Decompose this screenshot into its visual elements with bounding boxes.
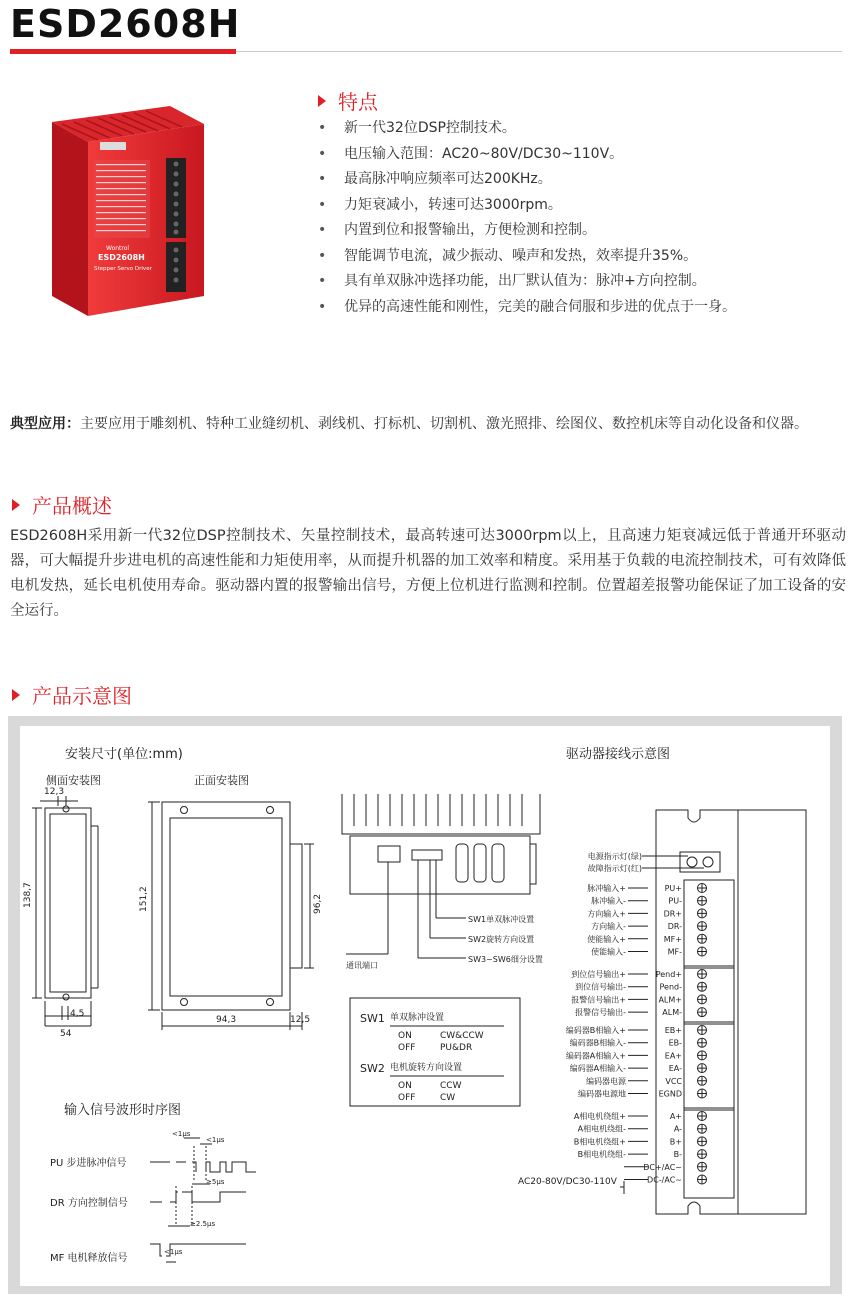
terminal-screw-cross: [698, 1077, 706, 1085]
terminal-pin-label: A-: [673, 1124, 682, 1134]
terminal-screw-cross: [698, 983, 706, 991]
terminal-screw-cross: [698, 1163, 706, 1171]
terminal-desc: 编码器B相输入+: [565, 1026, 626, 1035]
side-view-drawing: [32, 796, 98, 1026]
typical-application-label: 典型应用：: [10, 416, 80, 432]
terminal-screw-cross: [698, 1176, 706, 1184]
terminal-pin-label: DR-: [667, 922, 682, 932]
sw2-callout: SW2旋转方向设置: [468, 935, 535, 944]
terminal-desc: 编码器电源: [586, 1076, 626, 1086]
terminal-screw-cross: [698, 1026, 706, 1034]
terminal-desc: 方向输入+: [587, 909, 626, 919]
timing-dr: DR 方向控制信号: [50, 1198, 128, 1209]
svg-text:<1μs: <1μs: [206, 1136, 225, 1144]
svg-text:≥2.5μs: ≥2.5μs: [190, 1220, 216, 1228]
terminal-desc: 编码器电源地: [578, 1089, 626, 1099]
svg-text:12,3: 12,3: [44, 787, 65, 797]
led-fault-label: 故障指示灯(红): [587, 864, 642, 873]
section-arrow-icon: [12, 499, 20, 511]
terminal-pin-label: DC-/AC~: [647, 1175, 682, 1185]
terminal-desc: 报警信号输出-: [575, 1008, 626, 1018]
terminal-pin-label: B+: [669, 1137, 682, 1147]
timing-pu: PU 步进脉冲信号: [50, 1158, 127, 1169]
feature-item: • 力矩衰减小，转速可达3000rpm。: [318, 196, 562, 213]
terminal-pin-label: DR+: [663, 909, 682, 919]
svg-text:CW&CCW: CW&CCW: [440, 1031, 484, 1041]
terminal-screw-cross: [698, 1051, 706, 1059]
terminal-desc: A相电机绕组+: [573, 1112, 626, 1121]
feature-item: • 内置到位和报警输出，方便检测和控制。: [318, 222, 596, 238]
header-accent-bar: [10, 49, 236, 54]
terminal-screw-cross: [698, 1064, 706, 1072]
product-logo: Wontrol: [106, 245, 130, 252]
terminal-pin-label: DC+/AC~: [643, 1162, 682, 1172]
svg-text:≥5μs: ≥5μs: [206, 1178, 225, 1186]
feature-item: • 智能调节电流，减少振动、噪声和发热，效率提升35%。: [318, 247, 698, 264]
terminal-desc: 使能输入+: [587, 934, 626, 944]
page-title: ESD2608H: [10, 2, 241, 46]
svg-text:54: 54: [60, 1029, 72, 1039]
features-list: [318, 116, 736, 320]
section-arrow-icon: [318, 95, 326, 107]
terminal-screw-cross: [698, 948, 706, 956]
typical-application-text: 主要应用于雕刻机、特种工业缝纫机、剥线机、打标机、切割机、激光照排、绘图仪、数控机床等自动化设备和仪器。: [80, 416, 808, 432]
terminal-screw-cross: [698, 1008, 706, 1016]
product-image: [48, 100, 208, 330]
svg-text:OFF: OFF: [398, 1093, 416, 1103]
svg-text:PU&DR: PU&DR: [440, 1043, 473, 1053]
install-title: 安装尺寸(单位:mm): [65, 747, 183, 762]
sw1-callout: SW1单双脉冲设置: [468, 915, 535, 924]
svg-text:138,7: 138,7: [23, 882, 33, 908]
typical-application: [10, 412, 845, 436]
terminal-pin-label: EA+: [664, 1051, 682, 1061]
svg-text:CCW: CCW: [440, 1081, 462, 1091]
svg-text:151,2: 151,2: [139, 886, 149, 912]
terminal-screw-cross: [698, 1150, 706, 1158]
terminal-pin-label: Pend+: [655, 970, 682, 979]
terminal-desc: 编码器B相输入-: [569, 1038, 626, 1048]
svg-text:单双脉冲设置: 单双脉冲设置: [390, 1013, 445, 1023]
terminal-desc: 报警信号输出+: [571, 995, 626, 1005]
svg-text:SW1: SW1: [360, 1012, 385, 1025]
feature-item: • 新一代32位DSP控制技术。: [318, 120, 516, 136]
feature-item: • 最高脉冲响应频率可达200KHz。: [318, 171, 552, 187]
top-view-drawing: [342, 794, 540, 958]
terminal-pin-label: MF-: [667, 947, 682, 957]
wiring-title: 驱动器接线示意图: [566, 747, 671, 762]
terminal-desc: 使能输入-: [591, 947, 626, 957]
power-input-label: AC20-80V/DC30-110V: [518, 1177, 617, 1187]
features-heading: 特点: [318, 86, 378, 115]
terminal-desc: 脉冲输入+: [587, 884, 626, 893]
terminal-desc: 方向输入-: [591, 922, 626, 932]
svg-text:SW2: SW2: [360, 1062, 385, 1075]
terminal-screw-cross: [698, 1137, 706, 1145]
terminal-desc: 编码器A相输入-: [569, 1064, 626, 1074]
side-view-label: 侧面安装图: [46, 774, 101, 787]
overview-heading: 产品概述: [12, 490, 112, 519]
terminal-screw-cross: [698, 1090, 706, 1098]
terminal-desc: 到位信号输出-: [575, 982, 626, 992]
terminal-screw-cross: [698, 922, 706, 930]
terminal-desc: B相电机绕组-: [577, 1150, 626, 1160]
terminal-screw-cross: [698, 935, 706, 943]
svg-text:12,5: 12,5: [290, 1015, 311, 1025]
terminal-pin-label: MF+: [663, 934, 682, 944]
terminal-pin-label: B-: [673, 1150, 682, 1160]
timing-waveforms: [150, 1138, 256, 1262]
terminal-screw-cross: [698, 884, 706, 892]
terminal-desc: 脉冲输入-: [591, 896, 626, 906]
svg-text:4,5: 4,5: [70, 1009, 85, 1019]
terminal-desc: 编码器A相输入+: [565, 1051, 626, 1061]
terminal-screw-cross: [698, 909, 706, 917]
section-arrow-icon: [12, 689, 20, 701]
terminal-screw-cross: [698, 1112, 706, 1120]
feature-item: • 具有单双脉冲选择功能，出厂默认值为：脉冲+方向控制。: [318, 273, 706, 289]
terminal-pin-label: A+: [669, 1112, 682, 1121]
svg-text:ON: ON: [398, 1081, 412, 1091]
terminal-pin-label: EGND: [658, 1089, 682, 1099]
overview-text: ESD2608H采用新一代32位DSP控制技术、矢量控制技术，最高转速可达3000rpm以上，且高速力矩衰减远低于普通开环驱动器，可大幅提升步进电机的高速性能和力矩使用率，从而提升机器的加工效率和精度。采用基于负载的电流控制技术，可有效降低电机发热，延长电机使用寿命。驱动器内置的报警输出信号，方便上位机进行监测和控制。位置超差报警功能保证了加工设备的安全运行。: [10, 528, 846, 619]
terminal-desc: 到位信号输出+: [571, 970, 626, 979]
terminal-screw-cross: [698, 1039, 706, 1047]
terminal-desc: A相电机绕组-: [577, 1124, 626, 1134]
terminal-pin-label: ALM-: [662, 1008, 682, 1018]
timing-title: 输入信号波形时序图: [64, 1103, 182, 1118]
svg-text:ON: ON: [398, 1031, 412, 1041]
terminal-desc: B相电机绕组+: [573, 1137, 626, 1147]
terminal-pin-label: PU-: [668, 896, 682, 906]
terminal-screw-cross: [698, 970, 706, 978]
comm-port-callout: 通讯端口: [346, 961, 378, 970]
svg-text:<1μs: <1μs: [164, 1248, 183, 1256]
feature-item: • 电压输入范围：AC20~80V/DC30~110V。: [318, 145, 624, 162]
terminal-pin-label: EB-: [668, 1038, 682, 1048]
terminal-pin-label: EB+: [664, 1026, 682, 1035]
terminal-pin-label: Pend-: [659, 982, 682, 992]
product-model: ESD2608H: [98, 253, 145, 262]
terminal-screw-cross: [698, 995, 706, 1003]
terminal-screw-cross: [698, 897, 706, 905]
svg-text:94,3: 94,3: [216, 1015, 237, 1025]
terminal-pin-label: ALM+: [658, 995, 682, 1005]
sw3-6-callout: SW3~SW6细分设置: [468, 955, 543, 964]
front-view-label: 正面安装图: [194, 774, 249, 787]
feature-item: • 优异的高速性能和刚性，完美的融合伺服和步进的优点于一身。: [318, 298, 736, 315]
product-subtitle: Stepper Servo Driver: [94, 266, 152, 272]
diagram-heading: 产品示意图: [12, 680, 132, 709]
terminal-pin-label: EA-: [668, 1064, 682, 1074]
diagram-canvas: [20, 726, 830, 1286]
timing-mf: MF 电机释放信号: [50, 1253, 128, 1264]
svg-text:OFF: OFF: [398, 1043, 416, 1053]
svg-text:96,2: 96,2: [313, 893, 323, 914]
terminal-screw-cross: [698, 1125, 706, 1133]
terminal-pin-label: VCC: [665, 1076, 682, 1086]
svg-text:电机旋转方向设置: 电机旋转方向设置: [390, 1063, 463, 1073]
front-view-drawing: [148, 802, 314, 1030]
svg-text:<1μs: <1μs: [172, 1130, 191, 1138]
wiring-terminal-rows: [566, 883, 707, 1194]
svg-text:CW: CW: [440, 1093, 456, 1103]
terminal-pin-label: PU+: [664, 884, 682, 893]
diagram-frame: [8, 716, 842, 1294]
power-bracket: [620, 1181, 624, 1194]
led-power-label: 电源指示灯(绿): [587, 852, 642, 861]
